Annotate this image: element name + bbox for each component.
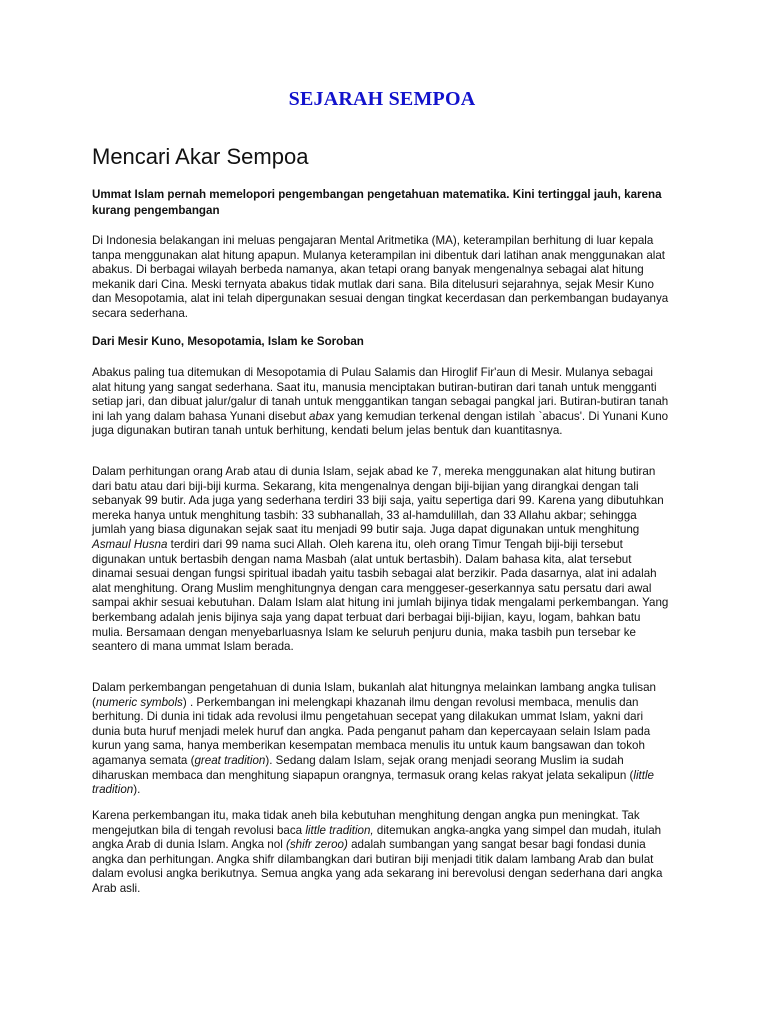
paragraph-5-text-a: Karena perkembangan itu, maka tidak aneh bila kebutuhan menghitung dengan angka pun meningkat. Tak mengejutkan bila di tengah revolusi baca <box>92 809 640 837</box>
paragraph-4-italic-1: numeric symbols <box>95 695 183 709</box>
paragraph-5 <box>92 809 672 897</box>
paragraph-4 <box>92 681 672 798</box>
paragraph-2 <box>92 366 672 439</box>
paragraph-2-italic-term: abax <box>309 409 335 423</box>
paragraph-5-text-c: adalah sumbangan yang sangat besar bagi fondasi dunia angka dan perhitungan. Angka shifr dilambangkan dari butiran biji menjadi titik dalam lambang Arab dan bulat dalam evolusi angka berikutnya. Semua angka yang ada sekarang ini berevolusi dengan sederhana dari angka Arab asli. <box>92 838 663 895</box>
paragraph-3-text-a: Dalam perhitungan orang Arab atau di dunia Islam, sejak abad ke 7, mereka menggunakan alat hitung butiran dari batu atau dari biji-biji kurma. Sekarang, kita mengenalnya dengan biji-bijian yang dirangkai dengan tali sebanyak 99 butir. Ada juga yang sederhana terdiri 33 biji saja, yaitu sepertiga dari 99. Karena yang dibutuhkan mereka hanya untuk menghitung tasbih: 33 subhanallah, 33 al-hamdulillah, dan 33 Allahu akbar; sehingga jumlah yang biasa digunakan sejak saat itu menjadi 99 butir saja. Juga dapat digunakan untuk menghitung <box>92 465 664 537</box>
document-title: SEJARAH SEMPOA <box>288 88 476 110</box>
lead-paragraph: Ummat Islam pernah memelopori pengembangan pengetahuan matematika. Kini tertinggal jauh, karena kurang pengembangan <box>92 188 662 217</box>
paragraph-3-italic-term: Asmaul Husna <box>92 537 168 551</box>
paragraph-4-italic-3: little tradition <box>92 768 654 797</box>
paragraph-2-text-a: Abakus paling tua ditemukan di Mesopotamia di Pulau Salamis dan Hiroglif Fir'aun di Mesir. Mulanya sebagai alat hitung yang sangat sederhana. Saat itu, manusia menciptakan butiran-butiran dari tanah untuk mengganti setiap jari, dan dibuat jalur/galur di tanah untuk menggantikan tangan sebagai pangkal jari. Butiran-butiran tanah ini lah yang dalam bahasa Yunani disebut <box>92 366 669 423</box>
paragraph-4-text-c: ). Sedang dalam Islam, sejak orang menjadi seorang Muslim ia sudah diharuskan membaca dan menghitung siapapun orangnya, termasuk orang kelas rakyat jelata sekalipun ( <box>92 753 634 782</box>
paragraph-2-text-b: yang kemudian terkenal dengan istilah `abacus'. Di Yunani Kuno juga digunakan butiran tanah untuk berhitung, kendati belum jelas bentuk dan kuantitasnya. <box>92 409 669 438</box>
paragraph-5-italic-2: (shifr zeroo) <box>286 838 348 852</box>
paragraph-4-italic-2: great tradition <box>194 753 266 767</box>
paragraph-5-text-b: ditemukan angka-angka yang simpel dan mudah, itulah angka Arab di dunia Islam. Angka nol <box>92 823 662 852</box>
article-heading: Mencari Akar Sempoa <box>92 144 309 169</box>
paragraph-3 <box>92 465 672 655</box>
paragraph-4-text-d: ). <box>133 783 141 797</box>
paragraph-5-italic-1: little tradition, <box>305 823 374 837</box>
paragraph-4-text-b: ) . Perkembangan ini melengkapi khazanah ilmu dengan revolusi membaca, menulis dan berhitung. Di dunia ini tidak ada revolusi ilmu pengetahuan secepat yang dilakukan ummat Islam, yakni dari dunia buta huruf menjadi melek huruf dan angka. Pada penganut paham dan kepercayaan selain Islam pada kurun yang sama, hanya memberikan kesempatan membaca menulis itu untuk kaum bangsawan dan tokoh agamanya semata ( <box>92 695 651 767</box>
paragraph-3-text-b: terdiri dari 99 nama suci Allah. Oleh karena itu, oleh orang Timur Tengah biji-biji tersebut digunakan untuk bertasbih dengan nama Masbah (alat untuk bertasbih). Dalam bahasa kita, alat tersebut dinamai sesuai dengan fungsi spiritual ibadah yaitu tasbih sebagai alat berzikir. Pada dasarnya, alat ini adalah alat menghitung. Orang Muslim menghitungnya dengan cara menggeser-geserkannya satu persatu dari awal sampai akhir sesuai kebutuhan. Dalam Islam alat hitung ini jumlah bijinya tidak mengalami perkembangan. Yang berkembang adalah jenis bijinya saja yang dapat terbuat dari berbagai biji-bijian, kayu, logam, bahkan batu mulia. Bersamaan dengan menyebarluasnya Islam ke seluruh penjuru dunia, maka tasbih pun tersebar ke seantero di mana ummat Islam berada. <box>92 537 669 654</box>
paragraph-1: Di Indonesia belakangan ini meluas pengajaran Mental Aritmetika (MA), keterampilan berhitung di luar kepala tanpa menggunakan alat hitung apapun. Mulanya keterampilan ini dibentuk dari latihan anak menggunakan alat abakus. Di berbagai wilayah berbeda namanya, akan tetapi orang banyak mengenalnya sebagai alat hitung mekanik dari Cina. Meski ternyata abakus tidak mutlak dari sana. Bila ditelusuri sejarahnya, sejak Mesir Kuno dan Mesopotamia, alat ini telah dipergunakan sesuai dengan tingkat kecerdasan dan perkembangan budayanya secara sederhana. <box>92 234 669 320</box>
section-subheading: Dari Mesir Kuno, Mesopotamia, Islam ke Soroban <box>92 335 364 348</box>
paragraph-4-text-a: Dalam perkembangan pengetahuan di dunia Islam, bukanlah alat hitungnya melainkan lambang angka tulisan ( <box>92 681 656 709</box>
